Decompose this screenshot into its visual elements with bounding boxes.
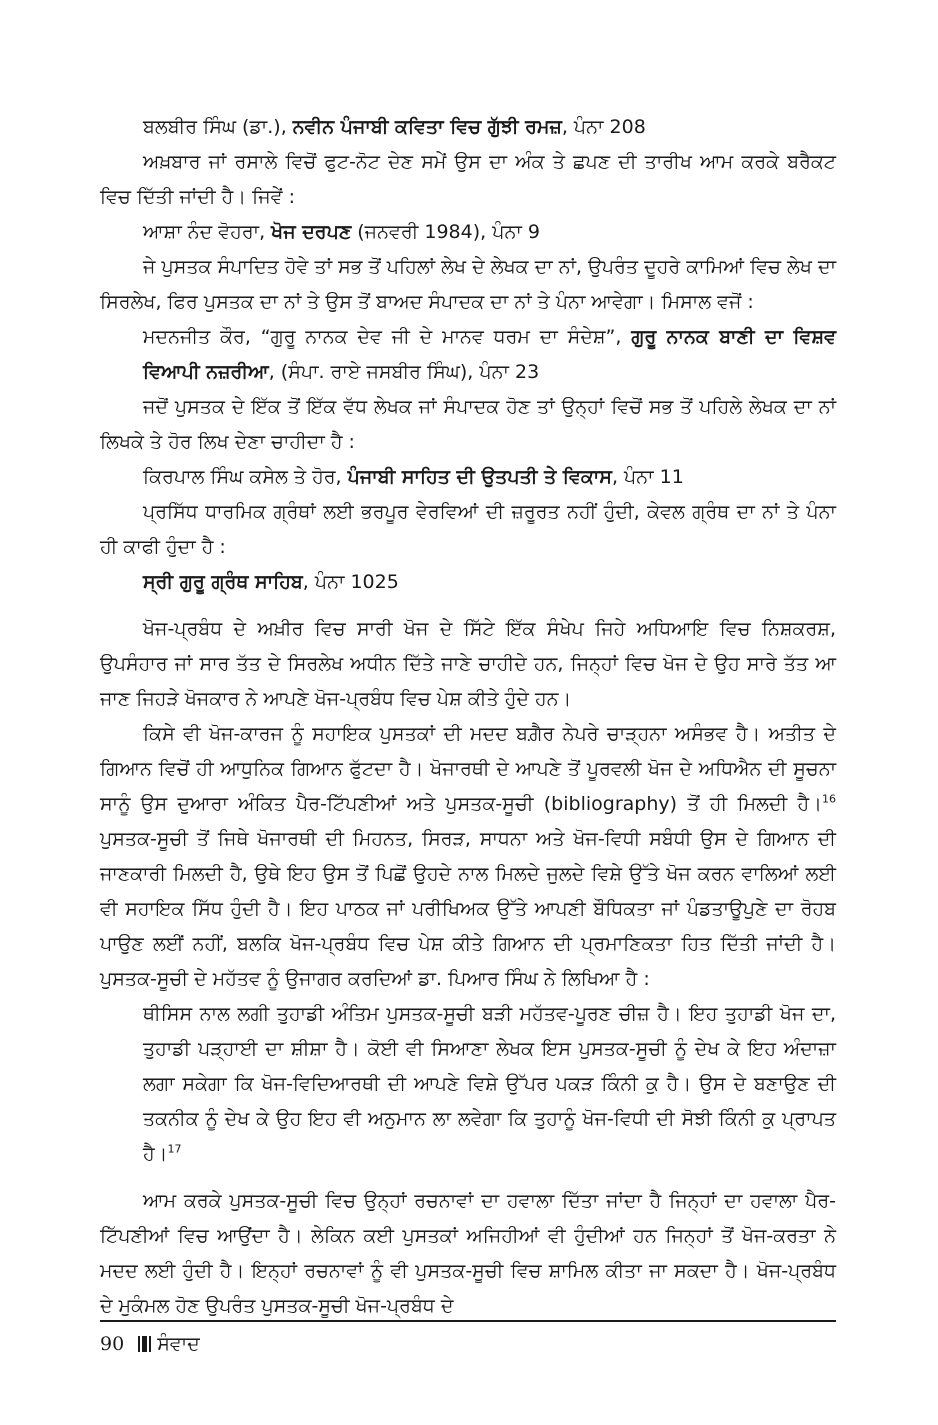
paragraph: ਆਮ ਕਰਕੇ ਪੁਸਤਕ-ਸੂਚੀ ਵਿਚ ਉਨ੍ਹਾਂ ਰਚਨਾਵਾਂ ਦਾ ਹਵਾਲਾ ਦਿੱਤਾ ਜਾਂਦਾ ਹੈ ਜਿਨ੍ਹਾਂ ਦਾ ਹਵਾਲਾ ਪੈਰ-ਟਿੱਪਣੀਆਂ ਵਿਚ ਆਉਂਦਾ ਹੈ। ਲੇਕਿਨ ਕਈ ਪੁਸਤਕਾਂ ਅਜਿਹੀਆਂ ਵੀ ਹੁੰਦੀਆਂ ਹਨ ਜਿਨ੍ਹਾਂ ਤੋਂ ਖੋਜ-ਕਰਤਾ ਨੇ ਮਦਦ ਲਈ ਹੁੰਦੀ ਹੈ। ਇਨ੍ਹਾਂ ਰਚਨਾਵਾਂ ਨੂੰ ਵੀ ਪੁਸਤਕ-ਸੂਚੀ ਵਿਚ ਸ਼ਾਮਿਲ ਕੀਤਾ ਜਾ ਸਕਦਾ ਹੈ। ਖੋਜ-ਪ੍ਰਬੰਧ ਦੇ ਮੁਕੰਮਲ ਹੋਣ ਉਪਰੰਤ ਪੁਸਤਕ-ਸੂਚੀ ਖੋਜ-ਪ੍ਰਬੰਧ ਦੇ — [100, 1190, 836, 1317]
paragraph-text: ਕਿਸੇ ਵੀ ਖੋਜ-ਕਾਰਜ ਨੂੰ ਸਹਾਇਕ ਪੁਸਤਕਾਂ ਦੀ ਮਦਦ ਬਗ਼ੈਰ ਨੇਪਰੇ ਚਾੜ੍ਹਨਾ ਅਸੰਭਵ ਹੈ। ਅਤੀਤ ਦੇ ਗਿਆਨ ਵਿਚੋਂ ਹੀ ਆਧੁਨਿਕ ਗਿਆਨ ਫੁੱਟਦਾ ਹੈ। ਖੋਜਾਰਥੀ ਦੇ ਆਪਣੇ ਤੋਂ ਪੂਰਵਲੀ ਖੋਜ ਦੇ ਅਧਿਐਨ ਦੀ ਸੂਚਨਾ ਸਾਨੂੰ ਉਸ ਦੁਆਰਾ ਅੰਕਿਤ ਪੈਰ-ਟਿੱਪਣੀਆਂ ਅਤੇ ਪੁਸਤਕ-ਸੂਚੀ (bibliography) ਤੋਂ ਹੀ ਮਿਲਦੀ ਹੈ। — [100, 723, 836, 815]
paragraph: ਪ੍ਰਸਿੱਧ ਧਾਰਮਿਕ ਗ੍ਰੰਥਾਂ ਲਈ ਭਰਪੂਰ ਵੇਰਵਿਆਂ ਦੀ ਜ਼ਰੂਰਤ ਨਹੀਂ ਹੁੰਦੀ, ਕੇਵਲ ਗ੍ਰੰਥ ਦਾ ਨਾਂ ਤੇ ਪੰਨਾ ਹੀ ਕਾਫੀ ਹੁੰਦਾ ਹੈ : — [100, 501, 836, 558]
citation-title: ਨਵੀਨ ਪੰਜਾਬੀ ਕਵਿਤਾ ਵਿਚ ਗੁੱਝੀ ਰਮਜ਼ — [292, 116, 562, 138]
footnote-marker: 16 — [822, 792, 836, 806]
citation-title: ਗੁਰੂ ਨਾਨਕ ਬਾਣੀ ਦਾ ਵਿਸ਼ਵ ਵਿਆਪੀ ਨਜ਼ਰੀਆ — [143, 326, 836, 383]
page-footer — [100, 1328, 200, 1360]
citation-author: ਬਲਬੀਰ ਸਿੰਘ (ਡਾ.), — [143, 116, 293, 138]
citation-page: , ਪੰਨਾ 11 — [611, 466, 684, 488]
paragraph — [100, 717, 836, 997]
paragraph: ਅਖ਼ਬਾਰ ਜਾਂ ਰਸਾਲੇ ਵਿਚੋਂ ਫੁਟ-ਨੋਟ ਦੇਣ ਸਮੇਂ ਉਸ ਦਾ ਅੰਕ ਤੇ ਛਪਣ ਦੀ ਤਾਰੀਖ ਆਮ ਕਰਕੇ ਬਰੈਕਟ ਵਿਚ ਦਿੱਤੀ ਜਾਂਦੀ ਹੈ। ਜਿਵੇਂ : — [100, 151, 836, 208]
citation-author: ਆਸ਼ਾ ਨੰਦ ਵੋਹਰਾ, — [143, 221, 272, 243]
page-body — [100, 110, 836, 1317]
citation-example-3 — [100, 320, 836, 390]
citation-title: ਖੋਜ ਦਰਪਣ — [271, 221, 352, 243]
page-number: 90 — [100, 1333, 125, 1355]
citation-author: ਮਦਨਜੀਤ ਕੌਰ, “ਗੁਰੂ ਨਾਨਕ ਦੇਵ ਜੀ ਦੇ ਮਾਨਵ ਧਰਮ ਦਾ ਸੰਦੇਸ਼”, — [143, 326, 632, 348]
citation-page: , ਪੰਨਾ 208 — [561, 116, 646, 138]
citation-page: (ਜਨਵਰੀ 1984), ਪੰਨਾ 9 — [351, 221, 540, 243]
paragraph: ਜਦੋਂ ਪੁਸਤਕ ਦੇ ਇੱਕ ਤੋਂ ਇੱਕ ਵੱਧ ਲੇਖਕ ਜਾਂ ਸੰਪਾਦਕ ਹੋਣ ਤਾਂ ਉਨ੍ਹਾਂ ਵਿਚੋਂ ਸਭ ਤੋਂ ਪਹਿਲੇ ਲੇਖਕ ਦਾ ਨਾਂ ਲਿਖਕੇ ਤੇ ਹੋਰ ਲਿਖ ਦੇਣਾ ਚਾਹੀਦਾ ਹੈ : — [100, 396, 836, 453]
citation-title: ਸ੍ਰੀ ਗੁਰੂ ਗ੍ਰੰਥ ਸਾਹਿਬ — [143, 571, 303, 593]
paragraph-text: ਪੁਸਤਕ-ਸੂਚੀ ਤੋਂ ਜਿਥੇ ਖੋਜਾਰਥੀ ਦੀ ਮਿਹਨਤ, ਸਿਰੜ, ਸਾਧਨਾ ਅਤੇ ਖੋਜ-ਵਿਧੀ ਸਬੰਧੀ ਉਸ ਦੇ ਗਿਆਨ ਦੀ ਜਾਣਕਾਰੀ ਮਿਲਦੀ ਹੈ, ਉਥੇ ਇਹ ਉਸ ਤੋਂ ਪਿਛੋਂ ਉਹਦੇ ਨਾਲ ਮਿਲਦੇ ਜੁਲਦੇ ਵਿਸ਼ੇ ਉੱਤੇ ਖੋਜ ਕਰਨ ਵਾਲਿਆਂ ਲਈ ਵੀ ਸਹਾਇਕ ਸਿੱਧ ਹੁੰਦੀ ਹੈ। ਇਹ ਪਾਠਕ ਜਾਂ ਪਰੀਖਿਅਕ ਉੱਤੇ ਆਪਣੀ ਬੌਧਿਕਤਾ ਜਾਂ ਪੰਡਤਾਊਪੁਣੇ ਦਾ ਰੋਹਬ ਪਾਉਣ ਲਈਂ ਨਹੀਂ, ਬਲਕਿ ਖੋਜ-ਪ੍ਰਬੰਧ ਵਿਚ ਪੇਸ਼ ਕੀਤੇ ਗਿਆਨ ਦੀ ਪ੍ਰਮਾਣਿਕਤਾ ਹਿਤ ਦਿੱਤੀ ਜਾਂਦੀ ਹੈ। ਪੁਸਤਕ-ਸੂਚੀ ਦੇ ਮਹੱਤਵ ਨੂੰ ਉਜਾਗਰ ਕਰਦਿਆਂ ਡਾ. ਪਿਆਰ ਸਿੰਘ ਨੇ ਲਿਖਿਆ ਹੈ : — [100, 828, 836, 990]
citation-example-2 — [100, 215, 836, 250]
paragraph: ਜੇ ਪੁਸਤਕ ਸੰਪਾਦਿਤ ਹੋਵੇ ਤਾਂ ਸਭ ਤੋਂ ਪਹਿਲਾਂ ਲੇਖ ਦੇ ਲੇਖਕ ਦਾ ਨਾਂ, ਉਪਰੰਤ ਦੂਹਰੇ ਕਾਮਿਆਂ ਵਿਚ ਲੇਖ ਦਾ ਸਿਰਲੇਖ, ਫਿਰ ਪੁਸਤਕ ਦਾ ਨਾਂ ਤੇ ਉਸ ਤੋਂ ਬਾਅਦ ਸੰਪਾਦਕ ਦਾ ਨਾਂ ਤੇ ਪੰਨਾ ਆਵੇਗਾ। ਮਿਸਾਲ ਵਜੋਂ : — [100, 256, 836, 313]
footnote-marker: 17 — [167, 1142, 182, 1156]
citation-page: , (ਸੰਪਾ. ਰਾਏ ਜਸਬੀਰ ਸਿੰਘ), ਪੰਨਾ 23 — [268, 361, 540, 383]
journal-title: ਸੰਵਾਦ — [157, 1333, 200, 1355]
citation-page: , ਪੰਨਾ 1025 — [302, 571, 399, 593]
quote-text: ਥੀਸਿਸ ਨਾਲ ਲਗੀ ਤੁਹਾਡੀ ਅੰਤਿਮ ਪੁਸਤਕ-ਸੂਚੀ ਬੜੀ ਮਹੱਤਵ-ਪੂਰਣ ਚੀਜ਼ ਹੈ। ਇਹ ਤੁਹਾਡੀ ਖੋਜ ਦਾ, ਤੁਹਾਡੀ ਪੜ੍ਹਾਈ ਦਾ ਸ਼ੀਸ਼ਾ ਹੈ। ਕੋਈ ਵੀ ਸਿਆਣਾ ਲੇਖਕ ਇਸ ਪੁਸਤਕ-ਸੂਚੀ ਨੂੰ ਦੇਖ ਕੇ ਇਹ ਅੰਦਾਜ਼ਾ ਲਗਾ ਸਕੇਗਾ ਕਿ ਖੋਜ-ਵਿਦਿਆਰਥੀ ਦੀ ਆਪਣੇ ਵਿਸ਼ੇ ਉੱਪਰ ਪਕੜ ਕਿੰਨੀ ਕੁ ਹੈ। ਉਸ ਦੇ ਬਣਾਉਣ ਦੀ ਤਕਨੀਕ ਨੂੰ ਦੇਖ ਕੇ ਉਹ ਇਹ ਵੀ ਅਨੁਮਾਨ ਲਾ ਲਵੇਗਾ ਕਿ ਤੁਹਾਨੂੰ ਖੋਜ-ਵਿਧੀ ਦੀ ਸੋਝੀ ਕਿੰਨੀ ਕੁ ਪ੍ਰਾਪਤ ਹੈ। — [143, 1003, 836, 1165]
citation-title: ਪੰਜਾਬੀ ਸਾਹਿਤ ਦੀ ਉਤਪਤੀ ਤੇ ਵਿਕਾਸ — [347, 466, 612, 488]
block-quote — [100, 997, 836, 1172]
paragraph: ਖੋਜ-ਪ੍ਰਬੰਧ ਦੇ ਅਖ਼ੀਰ ਵਿਚ ਸਾਰੀ ਖੋਜ ਦੇ ਸਿੱਟੇ ਇੱਕ ਸੰਖੇਪ ਜਿਹੇ ਅਧਿਆਇ ਵਿਚ ਨਿਸ਼ਕਰਸ਼, ਉਪਸੰਹਾਰ ਜਾਂ ਸਾਰ ਤੱਤ ਦੇ ਸਿਰਲੇਖ ਅਧੀਨ ਦਿੱਤੇ ਜਾਣੇ ਚਾਹੀਦੇ ਹਨ, ਜਿਨ੍ਹਾਂ ਵਿਚ ਖੋਜ ਦੇ ਉਹ ਸਾਰੇ ਤੱਤ ਆ ਜਾਣ ਜਿਹੜੇ ਖੋਜਕਾਰ ਨੇ ਆਪਣੇ ਖੋਜ-ਪ੍ਰਬੰਧ ਵਿਚ ਪੇਸ਼ ਕੀਤੇ ਹੁੰਦੇ ਹਨ। — [100, 618, 836, 710]
bars-icon — [138, 1336, 151, 1352]
footer-rule — [100, 1320, 836, 1322]
citation-example-5 — [100, 565, 836, 600]
citation-author: ਕਿਰਪਾਲ ਸਿੰਘ ਕਸੇਲ ਤੇ ਹੋਰ, — [143, 466, 348, 488]
citation-example-1 — [100, 110, 836, 145]
citation-example-4 — [100, 460, 836, 495]
